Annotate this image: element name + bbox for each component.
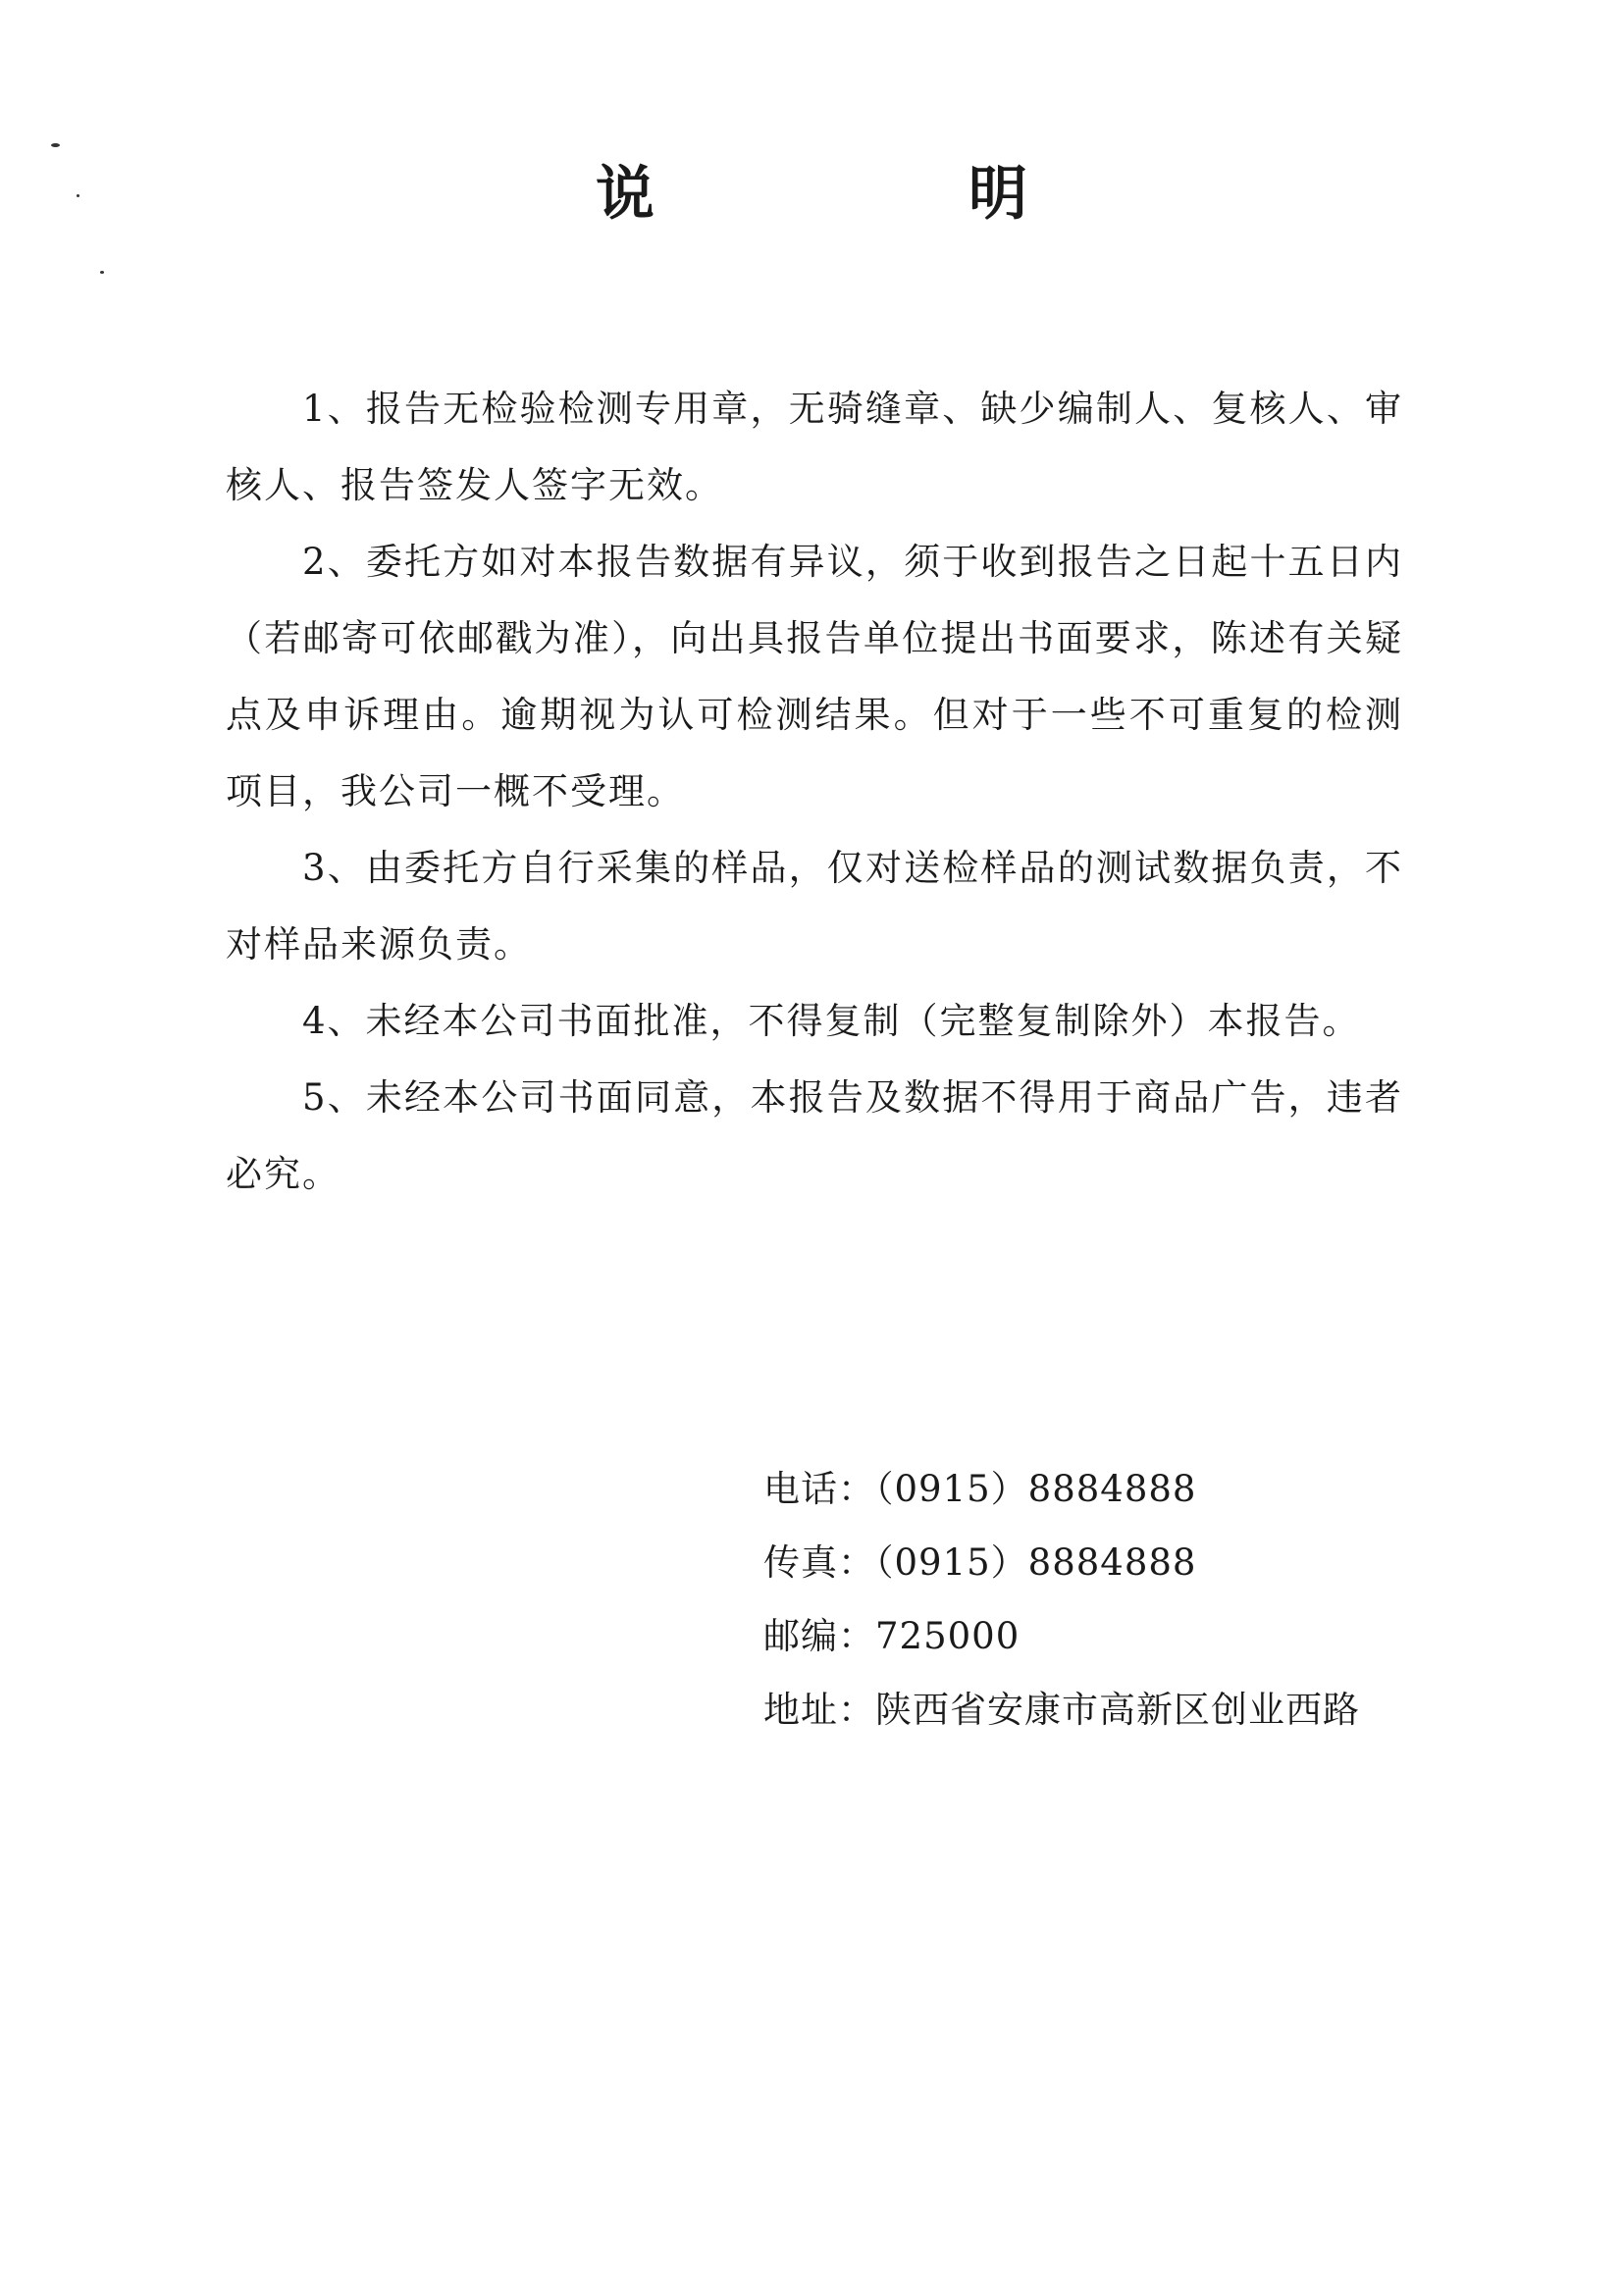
contact-postcode: 邮编：725000 xyxy=(763,1615,1021,1657)
term-item-4: 4、未经本公司书面批准，不得复制（完整复制除外）本报告。 xyxy=(302,1000,1361,1042)
term-item-2: 2、委托方如对本报告数据有异议，须于收到报告之日起十五日内（若邮寄可依邮戳为准），向出具报告单位提出书面要求，陈述有关疑点及申诉理由。逾期视为认可检测结果。但对于一些不可重复的检测项目，我公司一概不受理。 xyxy=(226,541,1403,812)
term-item-1: 1、报告无检验检测专用章，无骑缝章、缺少编制人、复核人、审核人、报告签发人签字无效。 xyxy=(226,388,1403,506)
page-title: 说 明 xyxy=(596,160,1155,229)
contact-fax: 传真：（0915）8884888 xyxy=(763,1541,1197,1584)
term-item-3: 3、由委托方自行采集的样品，仅对送检样品的测试数据负责，不对样品来源负责。 xyxy=(226,847,1403,965)
scan-speck xyxy=(100,271,104,274)
term-item-5: 5、未经本公司书面同意，本报告及数据不得用于商品广告，违者必究。 xyxy=(226,1076,1403,1195)
contact-address: 地址：陕西省安康市高新区创业西路 xyxy=(763,1689,1360,1731)
contact-info xyxy=(763,1452,1360,1747)
terms-list xyxy=(226,371,1403,1213)
scan-speck xyxy=(51,143,60,147)
contact-phone: 电话：（0915）8884888 xyxy=(763,1468,1197,1510)
